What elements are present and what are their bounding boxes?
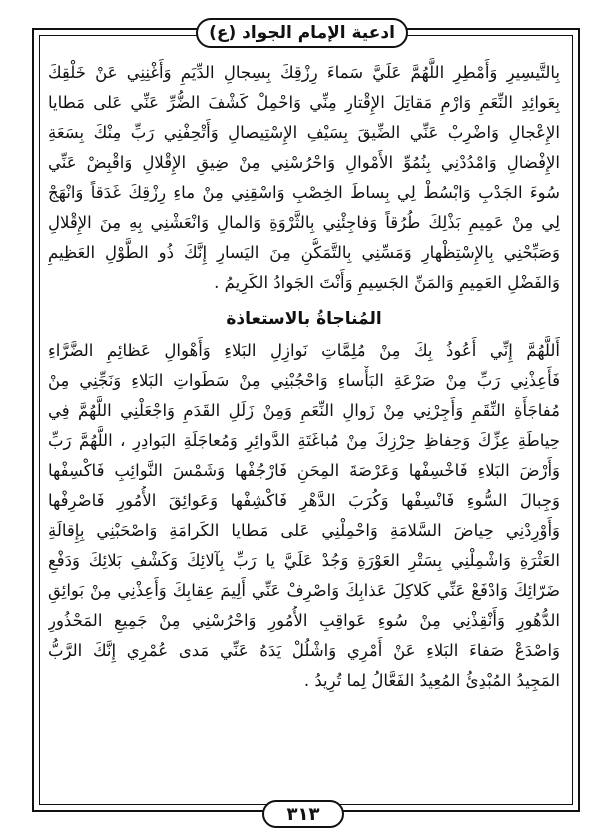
text-line: لِي مِنْ عَمِيمِ بَذْلِكَ طُرُقاً وَفاجِئْنِي بِالثَّرْوَةِ وَالمالِ وَانْعَشْنِي بِهِ مِنَ الإِقْلالِ: [48, 213, 560, 232]
text-line: وَاصْدَعْ صَفاءَ البَلاءِ عَنْ أَمْرِي وَاشْلُلْ يَدَهُ عَنِّي مَدى عُمْرِي إِنَّكَ الرَّبُّ: [48, 641, 560, 660]
text-line: وَجِبالَ السُّوءِ فَانْسِفْها وَكُرَبَ الدَّهْرِ فَاكْشِفْها وَعَوائِقَ الأُمُورِ فَاصْرِفْها: [48, 491, 560, 510]
running-header: [196, 18, 408, 48]
text-line: بِعَوائِدِ النِّعَمِ وَارْمِ مَقاتِلَ الإِقْتارِ مِنِّي وَاحْمِلْ كَشْفَ الضُّرِّ عَنِّي عَلى مَطايا: [48, 93, 560, 112]
text-line: وَصَبِّحْنِي بِالإِسْتِظْهارِ وَمَسِّنِي بِالتَّمَكُّنِ مِنَ اليَسارِ إِنَّكَ ذُو الطَّوْلِ العَظِيمِ: [48, 243, 560, 262]
text-line: العَثْرَةِ وَاشْمِلْنِي بِسَتْرِ العَوْرَةِ وَجُدْ عَلَيَّ يا رَبِّ بِآلائِكَ وَكَشْفِ بَلائِكَ وَدَفْعِ: [48, 551, 560, 570]
text-line: أَللَّهُمَّ إِنِّي أَعُوذُ بِكَ مِنْ مُلِمَّاتِ نَوازِلِ البَلاءِ وَأَهْوالِ عَظائِمِ الضَّرَّاءِ: [48, 341, 560, 360]
text-line: الإِعْجالِ وَاضْرِبْ عَنِّي الضِّيقَ بِسَيْفِ الإِسْتِيصالِ وَأَتْحِفْنِي رَبِّ مِنْكَ بِسَعَةِ: [48, 123, 560, 142]
text-line: حِياطَةِ عِزِّكَ وَحِفاظِ حِرْزِكَ مِنْ مُباغَتَةِ الدَّوائِرِ وَمُعاجَلَةِ البَوادِرِ ، اللَّهُمَّ رَبِّ: [48, 431, 560, 450]
text-line: مُفاجَأَةِ النِّقَمِ وَأَجِرْنِي مِنْ زَوالِ النِّعَمِ وَمِنْ زَلَلِ القَدَمِ وَاجْعَلْنِي اللَّهُمَّ فِي: [48, 401, 560, 420]
text-line: الدُّهُورِ وَأَنْقِذْنِي مِنْ سُوءِ عَواقِبِ الأُمُورِ وَاحْرُسْنِي مِنْ جَمِيعِ المَحْذُورِ: [48, 611, 560, 630]
text-line: ضَرّائِكَ وَادْفَعْ عَنِّي كَلاكِلَ عَذابِكَ وَاصْرِفْ عَنِّي أَلِيمَ عِقابِكَ وَأَعِذْنِي مِنْ بَوائِقِ: [48, 581, 560, 600]
text-line: فَأَعِذْنِي رَبِّ مِنْ صَرْعَةِ البَأْساءِ وَاحْجُبْنِي مِنْ سَطَواتِ البَلاءِ وَنَجِّنِي مِنْ: [48, 371, 560, 390]
section-heading: المُناجاةُ بالاستعاذة: [226, 309, 382, 329]
text-line: سُوءَ الجَدْبِ وَابْسُطْ لِي بِساطَ الخِصْبِ وَاسْقِنِي مِنْ ماءِ رِزْقِكَ غَدَقاً وَانْهَجْ: [48, 183, 560, 202]
text-line: المَجِيدُ المُبْدِئُ المُعِيدُ الفَعَّالُ لِما تُرِيدُ .: [303, 671, 560, 690]
text-line: وَأَوْرِدْنِي حِياضَ السَّلامَةِ وَاحْمِلْنِي عَلى مَطايا الكَرامَةِ وَاصْحَبْنِي بِإِقالَةِ: [48, 521, 560, 540]
text-line: الإِفْضالِ وَامْدُدْنِي بِنُمُوِّ الأَمْوالِ وَاحْرُسْنِي مِنْ ضِيقِ الإِقْلالِ وَاقْبِضْ عَنِّي: [48, 153, 560, 172]
section-seeking-refuge: [48, 336, 560, 696]
section-supplication-sustenance: [48, 58, 560, 298]
text-line: وَأَرْضَ البَلاءِ فَاخْسِفْها وَعَرْصَةَ المِحَنِ فَارْجُفْها وَشَمْسَ النَّوائِبِ فَاكْسِفْها: [48, 461, 560, 480]
text-line: بِالتَّيسِيرِ وَأَمْطِرِ اللَّهُمَّ عَلَيَّ سَماءَ رِزْقِكَ بِسِجالِ الدِّيَمِ وَأَغْنِنِي عَنْ خَلْقِكَ: [48, 63, 560, 82]
text-line: وَالفَضْلِ العَمِيمِ وَالمَنِّ الجَسِيمِ وَأَنْتَ الجَوادُ الكَرِيمُ .: [214, 273, 560, 292]
running-header-title: ادعية الإمام الجواد (ع): [209, 23, 395, 43]
page-number: ٣١٣: [262, 800, 344, 828]
page-body: [48, 58, 560, 696]
